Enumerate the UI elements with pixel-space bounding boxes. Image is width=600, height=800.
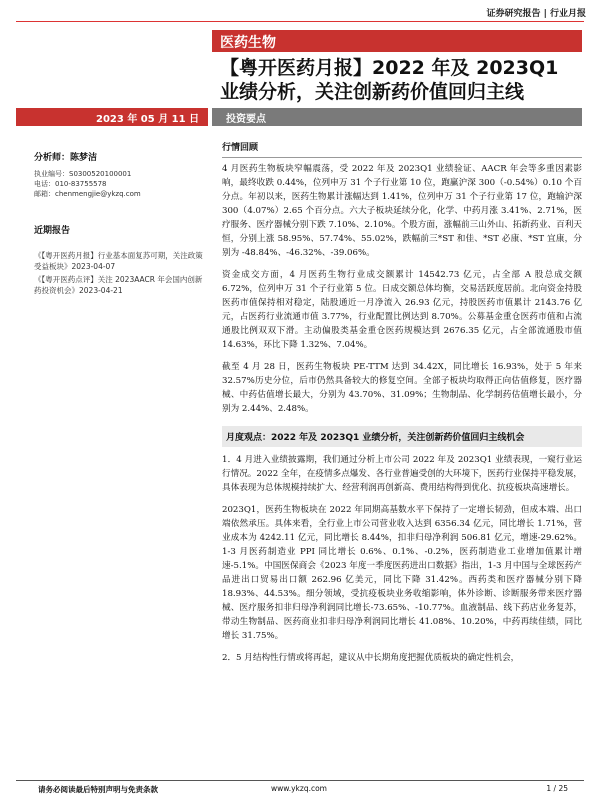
paragraph: 2023Q1，医药生物板块在 2022 年同期高基数水平下保持了一定增长韧劲，但成本端、出口端依然承压。具体来看，全行业上市公司营业收入达到 6356.34 亿元，同比增长 1.71%，营业成本为 4242.11 亿元，同比增长 8.44%，扣非归母净利润 506.81 亿元，增速-29.62%。1-3 月医药制造业 PPI 同比增长 0.6%、0.1%、-0.2%，医药制造业工业增加值累计增速-5.1%。中国医保商会《2023 年度一季度医药进出口数据》指出，1-3 月中国与全球医药产品进出口贸易出口额 262.96 亿美元，同比下降 31.42%。西药类和医疗器械分别下降 18.93%、44.53%。细分领域，受抗疫板块业务收缩影响，体外诊断、诊断服务带来医疗器械、医疗服务扣非归母净利润同比增长-73.65%、-10.77%。血液制品、线下药店业务复苏，带动生物制品、医药商业扣非归母净利润同比增长 41.08%、10.20%，中药再续佳绩，同比增长 31.75%。 bbox=[222, 505, 582, 641]
website-link[interactable]: www.ykzq.com bbox=[271, 784, 327, 793]
analyst-cert: 执业编号：S0300520100001 bbox=[34, 170, 132, 178]
section-banner bbox=[212, 108, 582, 126]
monthly-view-heading: 月度观点：2022 年及 2023Q1 业绩分析，关注创新药价值回归主线机会 bbox=[222, 426, 582, 447]
paragraph: 4 月医药生物板块窄幅震荡，受 2022 年及 2023Q1 业绩验证、AACR 年会等多重因素影响，最终收跌 0.44%，位列申万 31 个子行业第 10 位，跑赢沪深 300（-0.54%）0.10 个百分点。年初以来，医药生物累计涨幅达到 1.41%，位列申万 31 个子行业第 17 位，跑输沪深 300（4.07%）2.65 个百分点。六大子板块延续分化，化学、中药月涨 3.41%、2.71%，医疗服务、医疗器械分别下跌 7.10%、2.10%。个股方面，涨幅前三山外山、拓新药业、百利天恒，分别上涨 58.95%、57.74%、55.02%，跌幅前三*ST 和佳、*ST 必康、*ST 宜康，分别为 -48.84%、-46.32%、-39.06%。 bbox=[222, 164, 582, 258]
analyst-name: 分析师：陈梦洁 bbox=[34, 153, 98, 163]
main-content bbox=[222, 140, 582, 673]
sector-banner bbox=[212, 30, 582, 52]
recent-reports-title: 近期报告 bbox=[34, 226, 71, 236]
header-divider bbox=[16, 21, 584, 22]
page-footer bbox=[16, 780, 584, 795]
investment-highlights-label: 投资要点 bbox=[226, 114, 266, 125]
paragraph: 1．4 月进入业绩披露期，我们通过分析上市公司 2022 年及 2023Q1 业绩表现，一窥行业运行情况。2022 全年，在疫情多点爆发、各行业普遍受创的大环境下，医药行业保持平稳发展，具体表现为总体规模持续扩大、经营利润再创新高、费用结构得到优化、抗疫板块高速增长。 bbox=[222, 455, 582, 493]
analyst-email[interactable]: 邮箱：chenmengjie@ykzq.com bbox=[34, 190, 141, 198]
sector-label: 医药生物 bbox=[220, 35, 276, 51]
sidebar bbox=[34, 150, 204, 298]
date-banner bbox=[16, 108, 208, 126]
report-date: 2023 年 05 月 11 日 bbox=[96, 114, 200, 125]
market-review-heading: 行情回顾 bbox=[222, 140, 582, 158]
report-type-label: 证券研究报告 | 行业月报 bbox=[486, 9, 586, 19]
page-number: 1 / 25 bbox=[546, 784, 568, 793]
paragraph: 截至 4 月 28 日，医药生物板块 PE-TTM 达到 34.42X，同比增长 16.93%，处于 5 年来 32.57%历史分位，后市仍然具备较大的修复空间。全部子板块均取得正向估值修复，医疗器械、中药估值增长最大，分别为 43.70%、31.09%；生物制品、化学制药估值增长最小，分别为 2.44%、2.48%。 bbox=[222, 362, 582, 414]
analyst-phone: 电话：010-83755578 bbox=[34, 180, 107, 188]
report-title bbox=[220, 56, 590, 104]
recent-reports-list bbox=[34, 250, 204, 296]
recent-report-item[interactable]: 《【粤开医药点评】关注 2023AACR 年会国内创新药投资机会》2023-04-21 bbox=[34, 275, 203, 295]
recent-report-item[interactable]: 《【粤开医药月报】行业基本面复苏可期，关注政策受益板块》2023-04-07 bbox=[34, 251, 203, 271]
disclaimer-notice: 请务必阅读最后特别声明与免责条款 bbox=[38, 785, 158, 794]
paragraph: 2．5 月结构性行情或将再起，建议从中长期角度把握优质板块的确定性机会， bbox=[222, 653, 520, 663]
title-line-2: 业绩分析，关注创新药价值回归主线 bbox=[220, 81, 525, 103]
title-line-1: 【粤开医药月报】2022 年及 2023Q1 bbox=[220, 57, 559, 79]
paragraph: 资金成交方面，4 月医药生物行业成交额累计 14542.73 亿元，占全部 A 股总成交额 6.72%，位列申万 31 个子行业第 5 位。日成交额总体均衡，交易活跃度居前。北向资金持股医药市值保持相对稳定，陆股通近一月净流入 26.93 亿元，持股医药市值累计 2143.76 亿元，占医药行业流通市值 3.77%，行业配置比例达到 8.70%。公募基金重仓医药市值和占流通股比例双双下滑。主动偏股类基金重仓医药规模达到 2676.35 亿元，占全部流通股市值 14.63%，环比下降 1.32%、7.04%。 bbox=[222, 270, 582, 350]
